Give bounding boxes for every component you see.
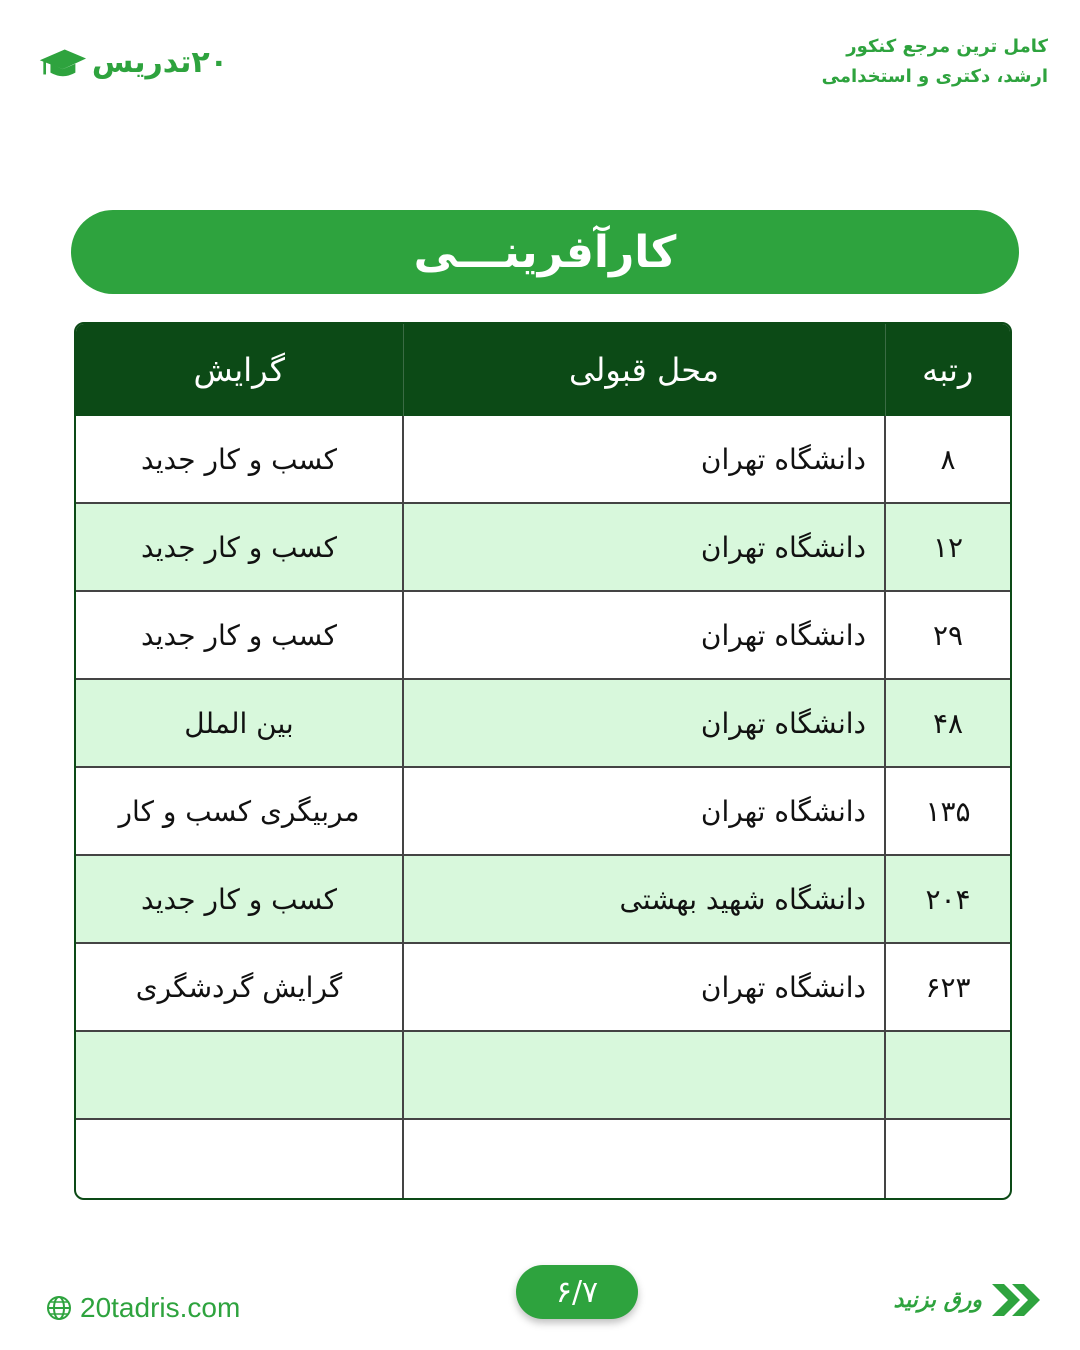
page-title: کارآفرینـــی (413, 226, 677, 278)
rank-cell (885, 1031, 1010, 1119)
swipe-hint[interactable] (893, 1280, 1046, 1320)
rank-cell: ۴۸ (885, 679, 1010, 767)
place-cell: دانشگاه تهران (403, 591, 885, 679)
results-table-grid (76, 324, 1010, 1200)
table-row (76, 767, 1010, 855)
tagline-line-2: ارشد، دکتری و استخدامی (821, 66, 1048, 87)
chevrons-right-icon (990, 1280, 1046, 1320)
place-cell: دانشگاه تهران (403, 503, 885, 591)
rank-cell: ۱۳۵ (885, 767, 1010, 855)
website-link[interactable] (46, 1292, 240, 1324)
globe-icon (46, 1295, 72, 1321)
major-cell: کسب و کار جدید (76, 855, 403, 943)
place-cell (403, 1031, 885, 1119)
header-major: گرایش (76, 324, 403, 416)
page-indicator (516, 1265, 638, 1319)
rank-cell: ۱۲ (885, 503, 1010, 591)
table-row (76, 503, 1010, 591)
rank-cell: ۸ (885, 416, 1010, 503)
results-table (74, 322, 1012, 1200)
major-cell: کسب و کار جدید (76, 503, 403, 591)
header-place: محل قبولی (403, 324, 885, 416)
table-row (76, 855, 1010, 943)
major-cell: بین الملل (76, 679, 403, 767)
place-cell: دانشگاه شهید بهشتی (403, 855, 885, 943)
place-cell: دانشگاه تهران (403, 416, 885, 503)
header-rank: رتبه (885, 324, 1010, 416)
major-cell (76, 1031, 403, 1119)
major-cell: کسب و کار جدید (76, 416, 403, 503)
major-cell (76, 1119, 403, 1200)
table-row (76, 679, 1010, 767)
table-row (76, 416, 1010, 503)
place-cell: دانشگاه تهران (403, 943, 885, 1031)
tagline-line-1: کامل ترین مرجع کنکور (846, 36, 1048, 57)
tagline (822, 32, 1048, 92)
place-cell (403, 1119, 885, 1200)
rank-cell: ۶۲۳ (885, 943, 1010, 1031)
table-row (76, 591, 1010, 679)
graduation-cap-icon (38, 40, 88, 84)
rank-cell: ۲۹ (885, 591, 1010, 679)
place-cell: دانشگاه تهران (403, 767, 885, 855)
table-header-row (76, 324, 1010, 416)
logo-text: ۲۰تدریس (91, 44, 228, 80)
rank-cell (885, 1119, 1010, 1200)
table-row (76, 1119, 1010, 1200)
major-cell: کسب و کار جدید (76, 591, 403, 679)
place-cell: دانشگاه تهران (403, 679, 885, 767)
title-banner (71, 210, 1019, 294)
swipe-text: ورق بزنید (893, 1287, 982, 1313)
major-cell: گرایش گردشگری (76, 943, 403, 1031)
website-text: 20tadris.com (80, 1292, 241, 1323)
page-number: ۶/۷ (555, 1274, 599, 1310)
table-row (76, 943, 1010, 1031)
brand-logo (38, 38, 228, 86)
table-row (76, 1031, 1010, 1119)
rank-cell: ۲۰۴ (885, 855, 1010, 943)
major-cell: مربیگری کسب و کار (76, 767, 403, 855)
